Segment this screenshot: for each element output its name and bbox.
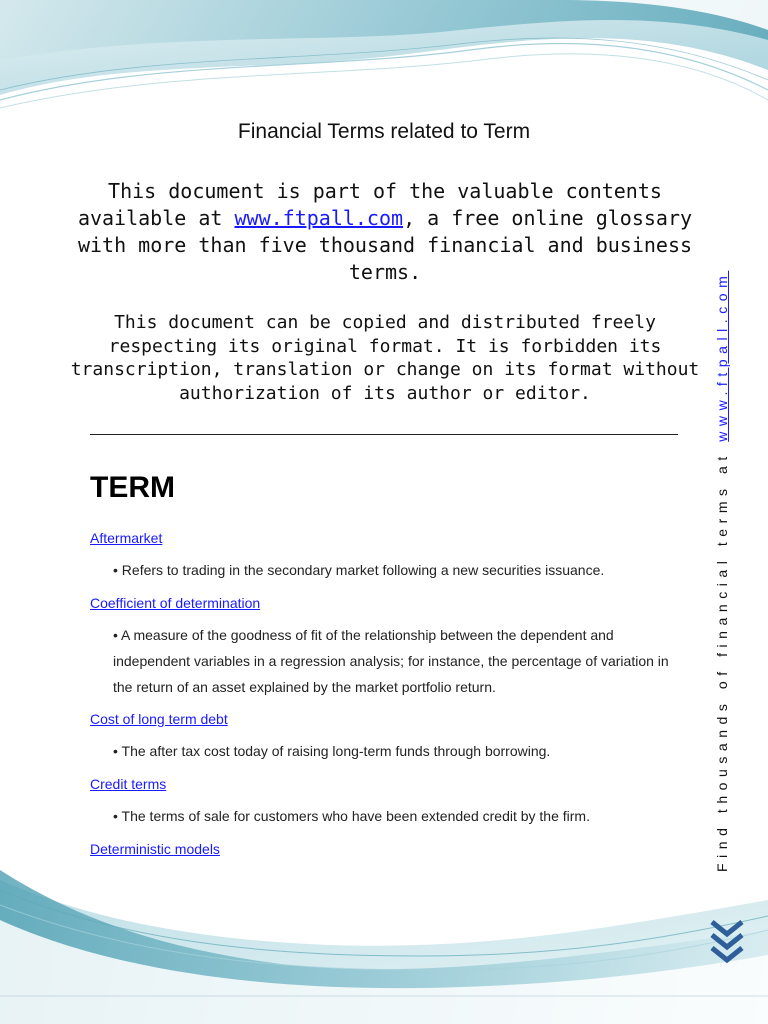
- intro-text-start: This document is part of the valuable contents available at: [77, 179, 662, 230]
- term-link-deterministic-models[interactable]: Deterministic models: [90, 841, 220, 857]
- term-link-aftermarket[interactable]: Aftermarket: [90, 530, 163, 546]
- term-link-cost-of-long-term-debt[interactable]: Cost of long term debt: [90, 711, 228, 727]
- sidebar-promo-text: [714, 270, 730, 872]
- term-link-credit-terms[interactable]: Credit terms: [90, 776, 167, 792]
- sidebar-ftpall-link[interactable]: www.ftpall.com: [714, 270, 730, 442]
- double-chevron-down-icon[interactable]: [709, 918, 745, 970]
- sidebar-text: Find thousands of financial terms at: [714, 441, 730, 872]
- term-definition: • Refers to trading in the secondary market following a new securities issuance.: [113, 562, 605, 578]
- intro-paragraph: [70, 178, 700, 286]
- section-heading: TERM: [90, 471, 175, 504]
- intro-text-end: , a free online glossary with more than five thousand financial and business terms.: [77, 206, 693, 284]
- ftpall-link[interactable]: www.ftpall.com: [234, 206, 404, 230]
- term-definition: • The terms of sale for customers who have been extended credit by the firm.: [113, 808, 590, 824]
- term-link-coefficient-of-determination[interactable]: Coefficient of determination: [90, 595, 261, 611]
- bottom-wave-decoration: [0, 860, 768, 1024]
- document-title: Financial Terms related to Term: [237, 120, 531, 143]
- top-wave-decoration: [0, 0, 768, 140]
- horizontal-divider: [90, 434, 678, 435]
- term-definition: • A measure of the goodness of fit of the relationship between the dependent and independent variables in a regression analysis; for instance, the percentage of variation in the return of an asset explained by the market portfolio return.: [113, 627, 669, 695]
- term-definition: • The after tax cost today of raising long-term funds through borrowing.: [113, 743, 551, 759]
- copyright-paragraph: This document can be copied and distributed freely respecting its original format. It is forbidden its transcription, translation or change on its format without authorization of its author or editor.: [70, 312, 700, 404]
